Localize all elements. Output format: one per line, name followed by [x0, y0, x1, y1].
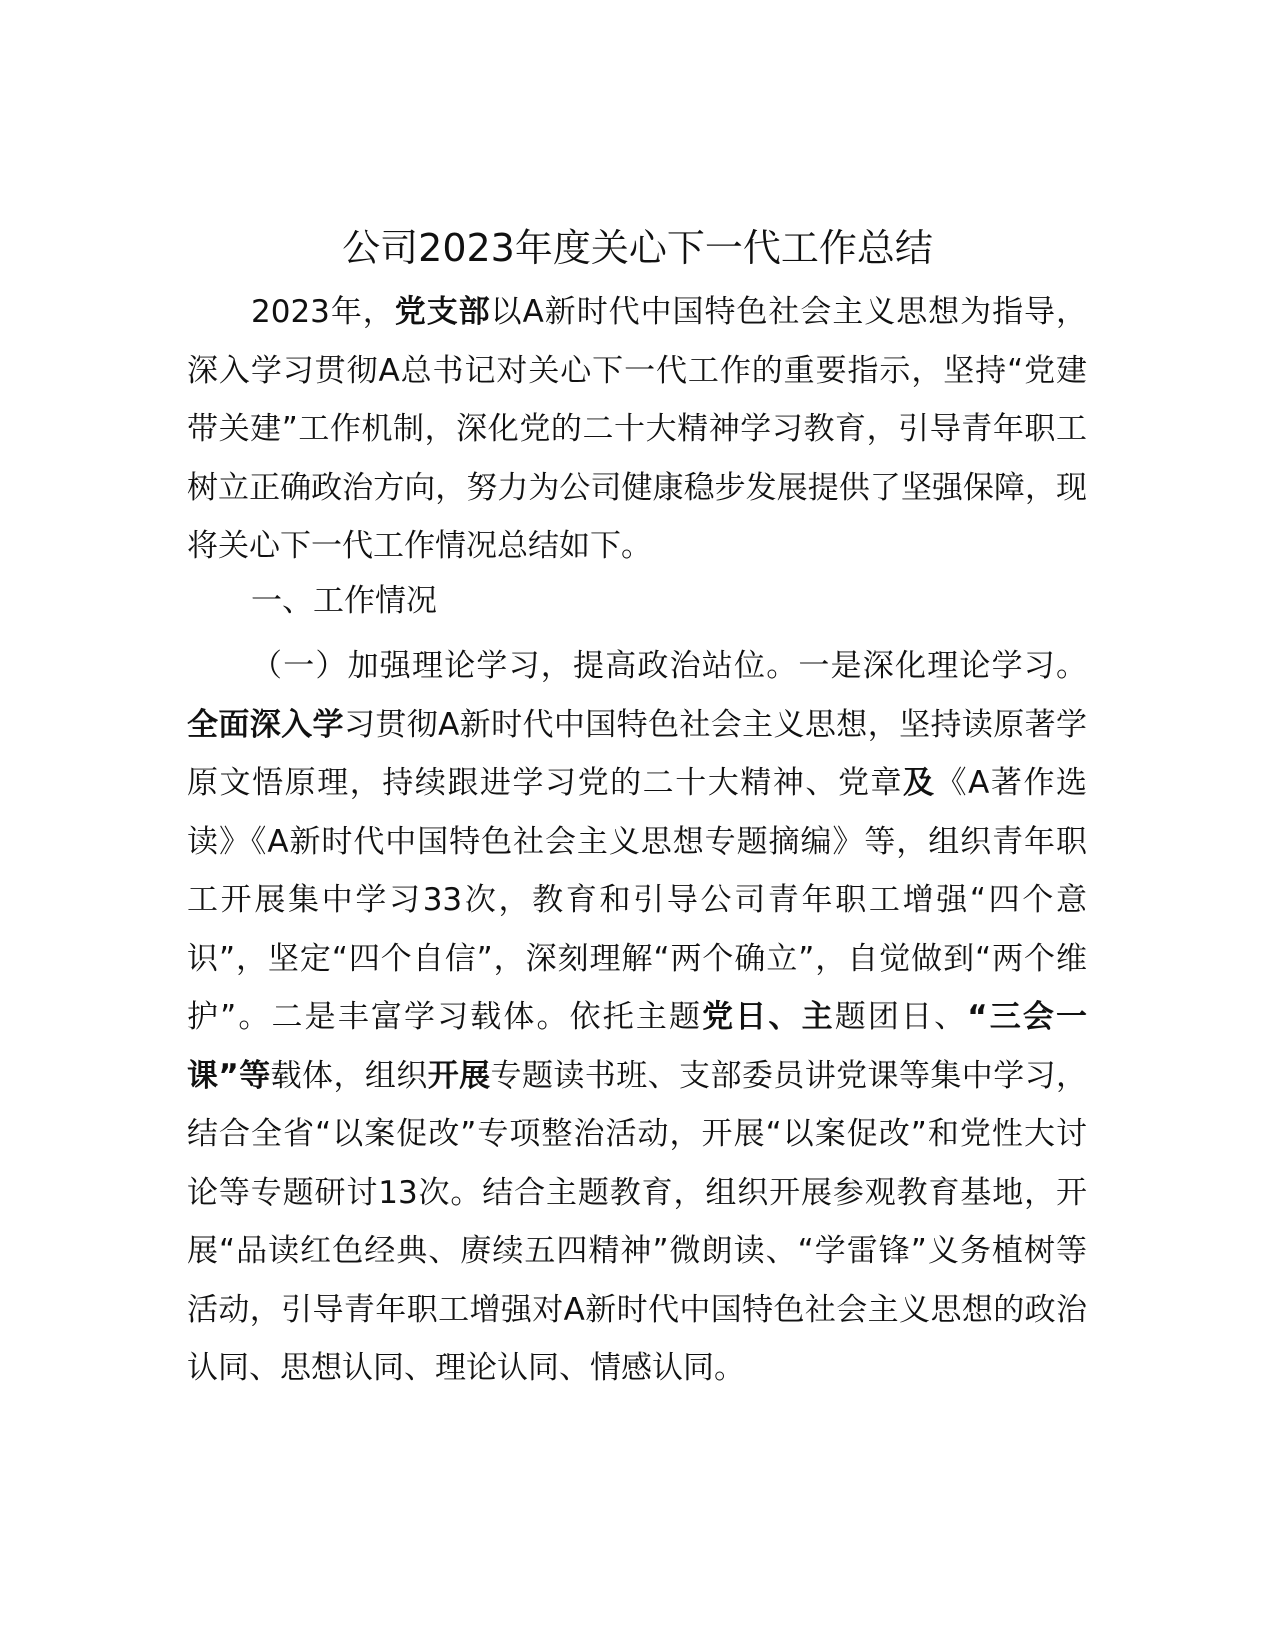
- intro-block: [187, 283, 1087, 576]
- text-run: 以A新时代中国特色社会主义思想为指导，深入学习贯彻A总书记对关心下一代工作的重要指示，坚持“党建带关建”工作机制，深化党的二十大精神学习教育，引导青年职工树立正确政治方向，努力为公司健康稳步发展提供了坚强保障，现将关心下一代工作情况总结如下。: [187, 294, 1087, 564]
- section-block: [187, 572, 1087, 631]
- text-run: 专题读书班、支部委员讲党课等集中学习，结合全省“以案促改”专项整治活动，开展“以案促改”和党性大讨论等专题研讨13次。结合主题教育，组织开展参观教育基地，开展“品读红色经典、赓续五四精神”微朗读、“学雷锋”义务植树等活动，引导青年职工增强对A新时代中国特色社会主义思想的政治认同、思想认同、理论认同、情感认同。: [187, 1057, 1088, 1386]
- text-run: 《A著作选读》《A新时代中国特色社会主义思想专题摘编》等，组织青年职工开展集中学习33次，教育和引导公司青年职工增强“四个意识”，坚定“四个自信”，深刻理解“两个确立”，自觉做到“两个维护”。二是丰富学习载体。依托主题: [187, 765, 1088, 1035]
- text-run-bold: 开展: [427, 1057, 491, 1094]
- section-heading: 一、工作情况: [251, 583, 437, 619]
- text-run: 题团日、: [834, 999, 968, 1035]
- text-run: （一）加强理论学习，提高政治站位。一是深化理论学习。: [251, 648, 1087, 684]
- text-run-bold: “三会一课”等: [187, 999, 1088, 1094]
- text-run-bold: 党日、主: [702, 999, 835, 1035]
- text-run: 2023年，: [251, 294, 395, 330]
- text-run: 载体，组织: [270, 1057, 428, 1094]
- intro-paragraph: [187, 283, 1087, 576]
- text-run-bold: 全面深入学: [187, 706, 344, 743]
- section-paragraph: [187, 637, 1087, 1398]
- text-run: 习贯彻A新时代中国特色社会主义思想，坚持读原著学原文悟原理，持续跟进学习党的二十大精神、党章: [187, 706, 1087, 801]
- document-title: 公司2023年度关心下一代工作总结: [342, 226, 933, 270]
- text-run-bold: 及: [903, 765, 936, 801]
- text-run-bold: 党支部: [394, 294, 491, 330]
- section-body-block: [187, 637, 1087, 1398]
